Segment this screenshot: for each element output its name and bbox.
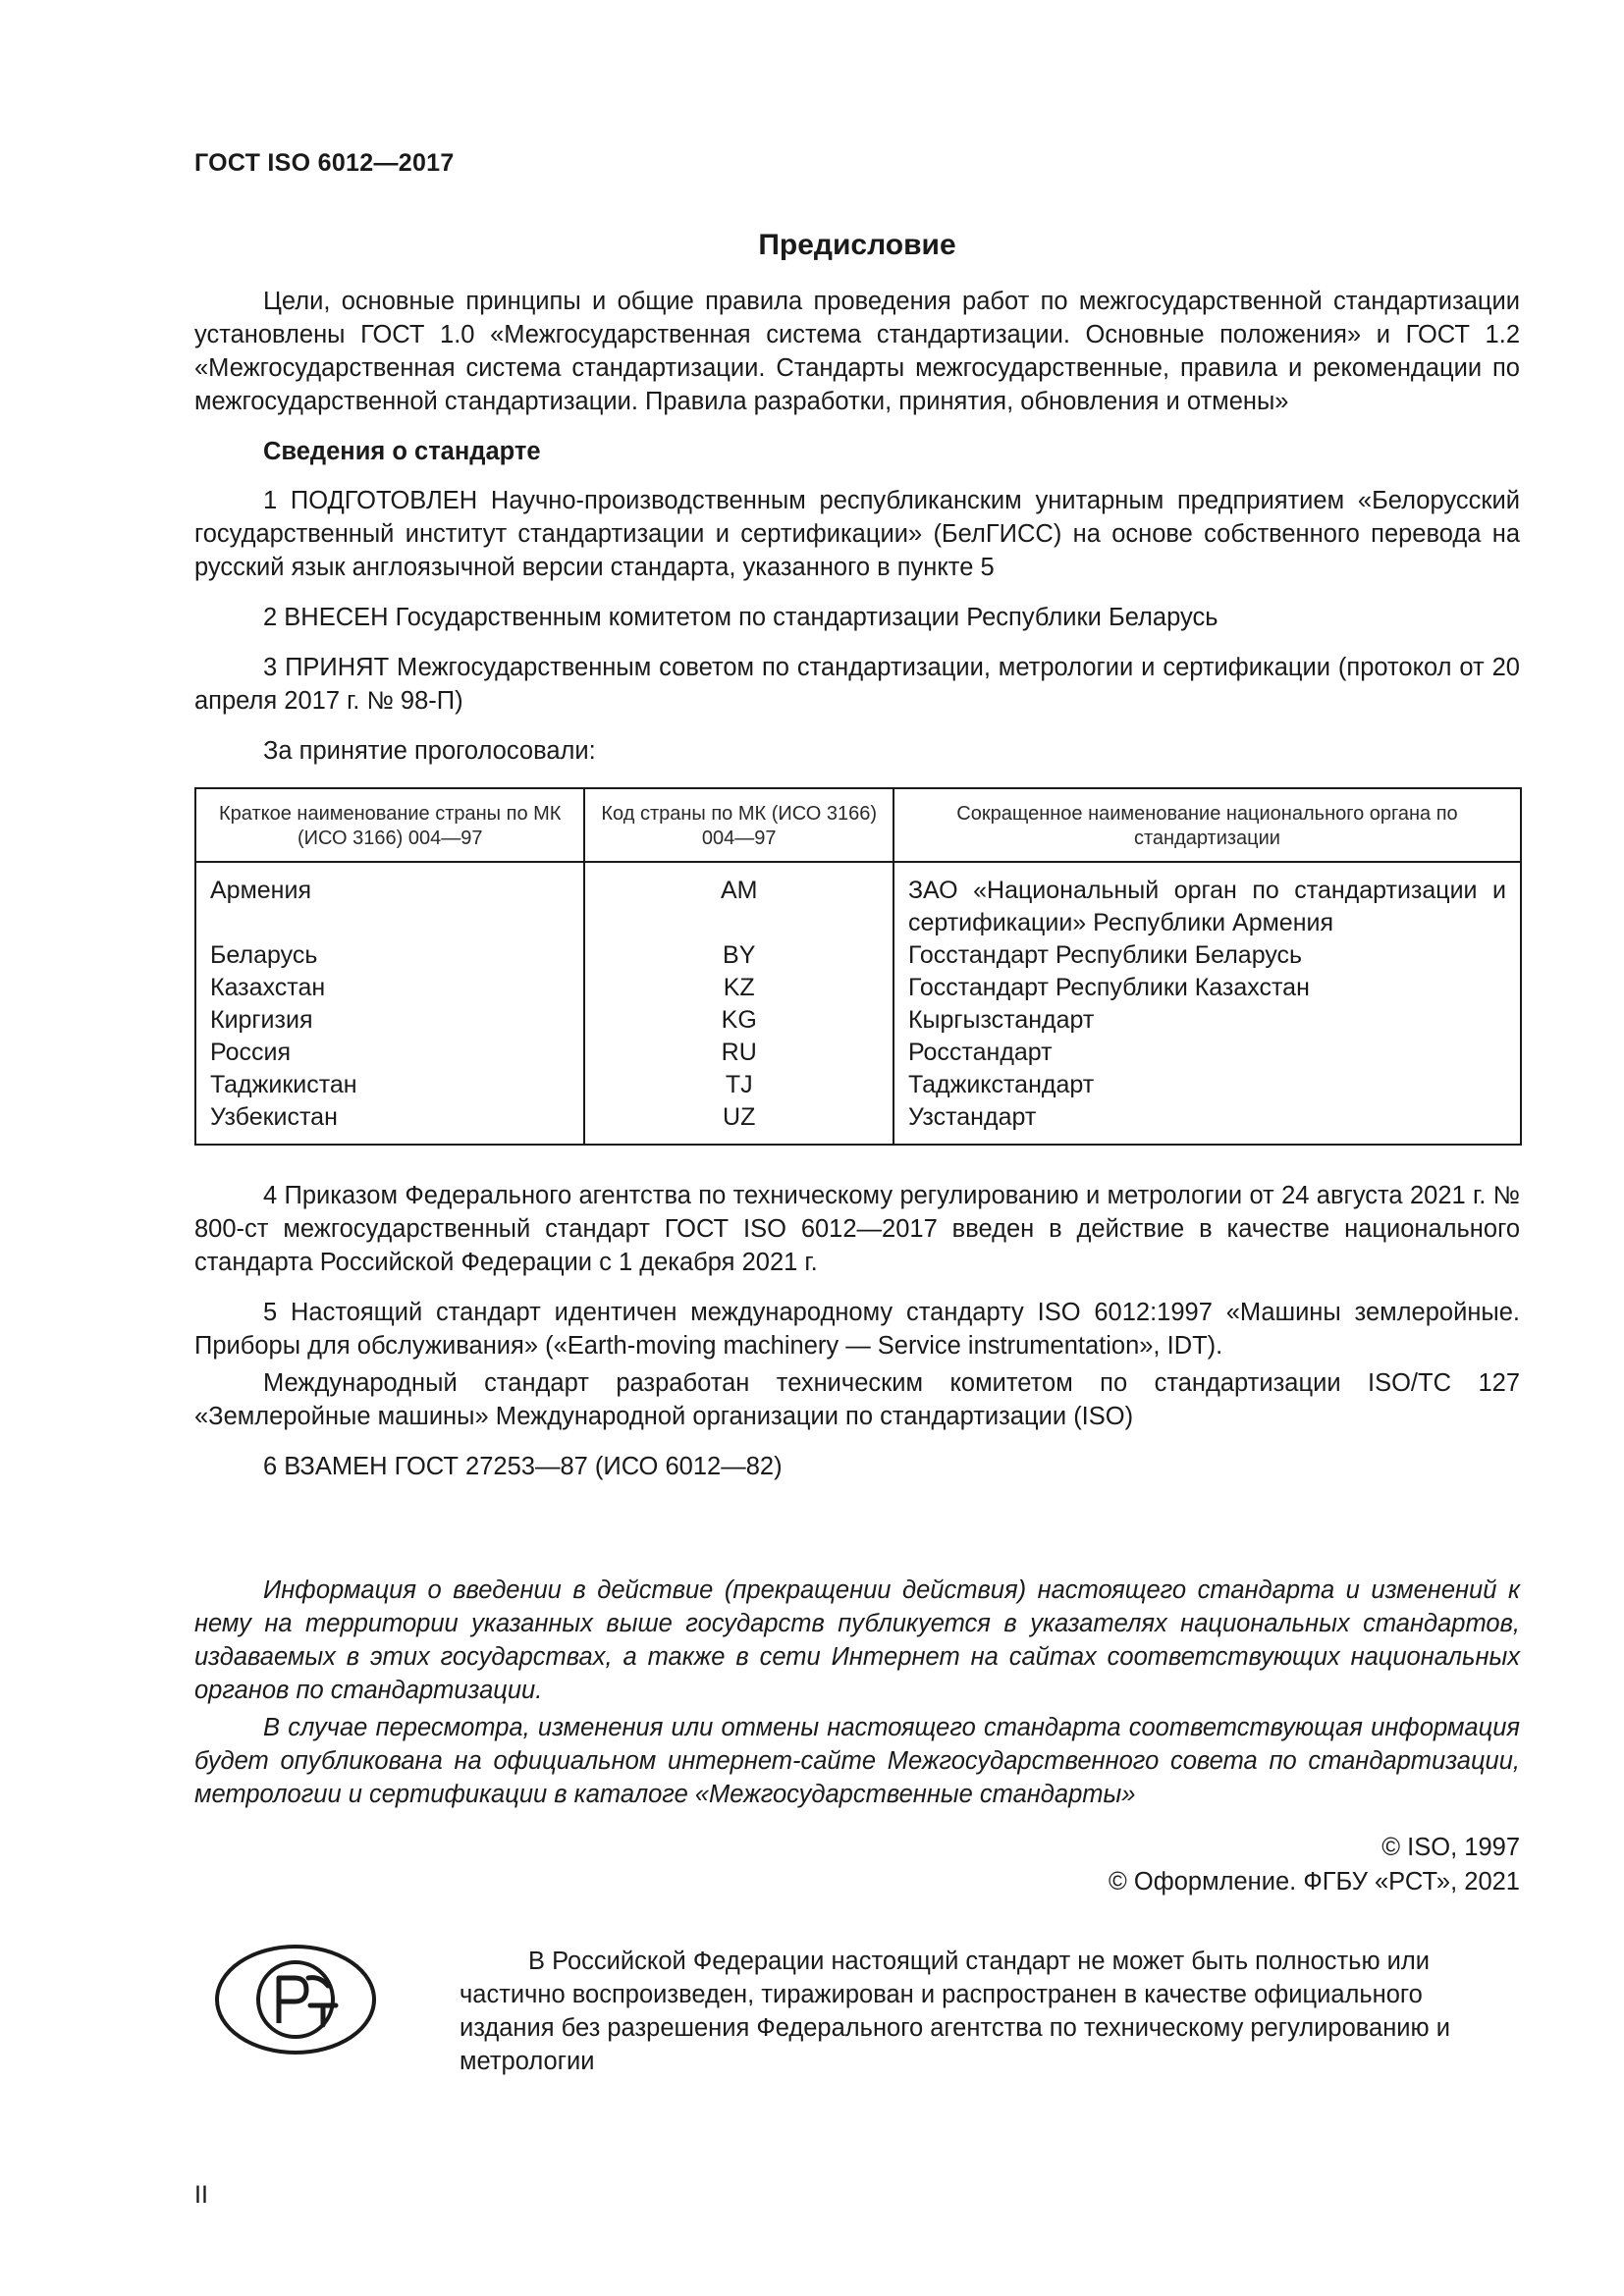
voted-label: За принятие проголосовали: — [263, 737, 596, 765]
cell-code: KZ — [584, 972, 893, 1004]
section-subheading: Сведения о стандарте — [263, 438, 541, 465]
cell-country: Армения — [195, 862, 584, 939]
table-row — [195, 1069, 1521, 1101]
cell-org: Кыргызстандарт — [893, 1004, 1521, 1037]
table-row — [195, 1004, 1521, 1037]
item-submitted: 2 ВНЕСЕН Государственным комитетом по стандартизации Республики Беларусь — [263, 604, 1218, 631]
item-replaces: 6 ВЗАМЕН ГОСТ 27253—87 (ИСО 6012—82) — [263, 1453, 783, 1480]
cell-code: AM — [584, 862, 893, 939]
item-prepared: 1 ПОДГОТОВЛЕН Научно-производственным республиканским унитарным предприятием «Белорусский государственный институт стандартизации и сертификации» (БелГИСС) на основе собственного перевода на русский язык англоязычной версии стандарта, указанного в пункте 5 — [194, 487, 1520, 581]
cell-code: BY — [584, 939, 893, 972]
table-row — [195, 862, 1521, 939]
page-title: Предисловие — [758, 229, 956, 261]
cell-org: Таджикстандарт — [893, 1069, 1521, 1101]
table-row — [195, 1101, 1521, 1145]
intro-paragraph: Цели, основные принципы и общие правила проведения работ по межгосударственной стандартизации установлены ГОСТ 1.0 «Межгосударственная система стандартизации. Основные положения» и ГОСТ 1.2 «Межгосударственная система стандартизации. Стандарты межгосударственные, правила и рекомендации по межгосударственной стандартизации. Правила разработки, принятия, обновления и отмены» — [194, 288, 1520, 415]
item-enacted: 4 Приказом Федерального агентства по техническому регулированию и метрологии от 24 августа 2021 г. № 800-ст межгосударственный стандарт ГОСТ ISO 6012—2017 введен в действие в качестве национального стандарта Российской Федерации с 1 декабря 2021 г. — [194, 1182, 1520, 1276]
cell-country: Узбекистан — [195, 1101, 584, 1145]
page-number: II — [194, 2181, 208, 2209]
cell-org: Узстандарт — [893, 1101, 1521, 1145]
table-header-row — [195, 788, 1521, 862]
header-country: Краткое наименование страны по МК (ИСО 3166) 004—97 — [195, 788, 584, 862]
cell-code: UZ — [584, 1101, 893, 1145]
cell-country: Россия — [195, 1037, 584, 1069]
item-adopted: 3 ПРИНЯТ Межгосударственным советом по стандартизации, метрологии и сертификации (протокол от 20 апреля 2017 г. № 98-П) — [194, 654, 1520, 715]
copyright-iso: © ISO, 1997 — [1381, 1834, 1520, 1861]
cell-org: ЗАО «Национальный орган по стандартизации и сертификации» Республики Армения — [893, 862, 1521, 939]
item-developed-by: Международный стандарт разработан техническим комитетом по стандартизации ISO/TC 127 «Землеройные машины» Международной организации по стандартизации (ISO) — [194, 1369, 1520, 1430]
item-identical: 5 Настоящий стандарт идентичен международному стандарту ISO 6012:1997 «Машины землеройные. Приборы для обслуживания» («Earth-moving machinery — Service instrumentation», IDT). — [194, 1299, 1520, 1360]
header-org: Сокращенное наименование национального органа по стандартизации — [893, 788, 1521, 862]
table-row — [195, 939, 1521, 972]
copyright-design: © Оформление. ФГБУ «РСТ», 2021 — [1109, 1868, 1520, 1896]
rights-section — [194, 1945, 1520, 2092]
cell-org: Госстандарт Республики Беларусь — [893, 939, 1521, 972]
cell-country: Таджикистан — [195, 1069, 584, 1101]
copyright-block — [194, 1831, 1520, 1899]
cell-code: RU — [584, 1037, 893, 1069]
page-content — [194, 226, 1520, 2092]
info-paragraph-revision: В случае пересмотра, изменения или отмены настоящего стандарта соответствующая информация будет опубликована на официальном интернет-сайте Межгосударственного совета по стандартизации, метрологии и сертификации в каталоге «Межгосударственные стандарты» — [194, 1714, 1520, 1808]
cell-org: Госстандарт Республики Казахстан — [893, 972, 1521, 1004]
rights-notice: В Российской Федерации настоящий стандарт не может быть полностью или частично воспроизведен, тиражирован и распространен в качестве официального издания без разрешения Федерального агентства по техническому регулированию и метрологии — [460, 1948, 1450, 2075]
table-row — [195, 972, 1521, 1004]
cell-country: Беларусь — [195, 939, 584, 972]
header-code: Код страны по МК (ИСО 3166) 004—97 — [584, 788, 893, 862]
rst-logo-icon — [212, 1941, 379, 2058]
document-id: ГОСТ ISO 6012—2017 — [194, 149, 455, 177]
info-block — [194, 1574, 1520, 1811]
voting-table — [194, 787, 1522, 1146]
cell-country: Киргизия — [195, 1004, 584, 1037]
cell-code: KG — [584, 1004, 893, 1037]
info-paragraph: Информация о введении в действие (прекращении действия) настоящего стандарта и изменений к нему на территории указанных выше государств публикуется в указателях национальных стандартов, издаваемых в этих государствах, а также в сети Интернет на сайтах соответствующих национальных органов по стандартизации. — [194, 1576, 1520, 1704]
table-row — [195, 1037, 1521, 1069]
cell-code: TJ — [584, 1069, 893, 1101]
cell-org: Росстандарт — [893, 1037, 1521, 1069]
cell-country: Казахстан — [195, 972, 584, 1004]
